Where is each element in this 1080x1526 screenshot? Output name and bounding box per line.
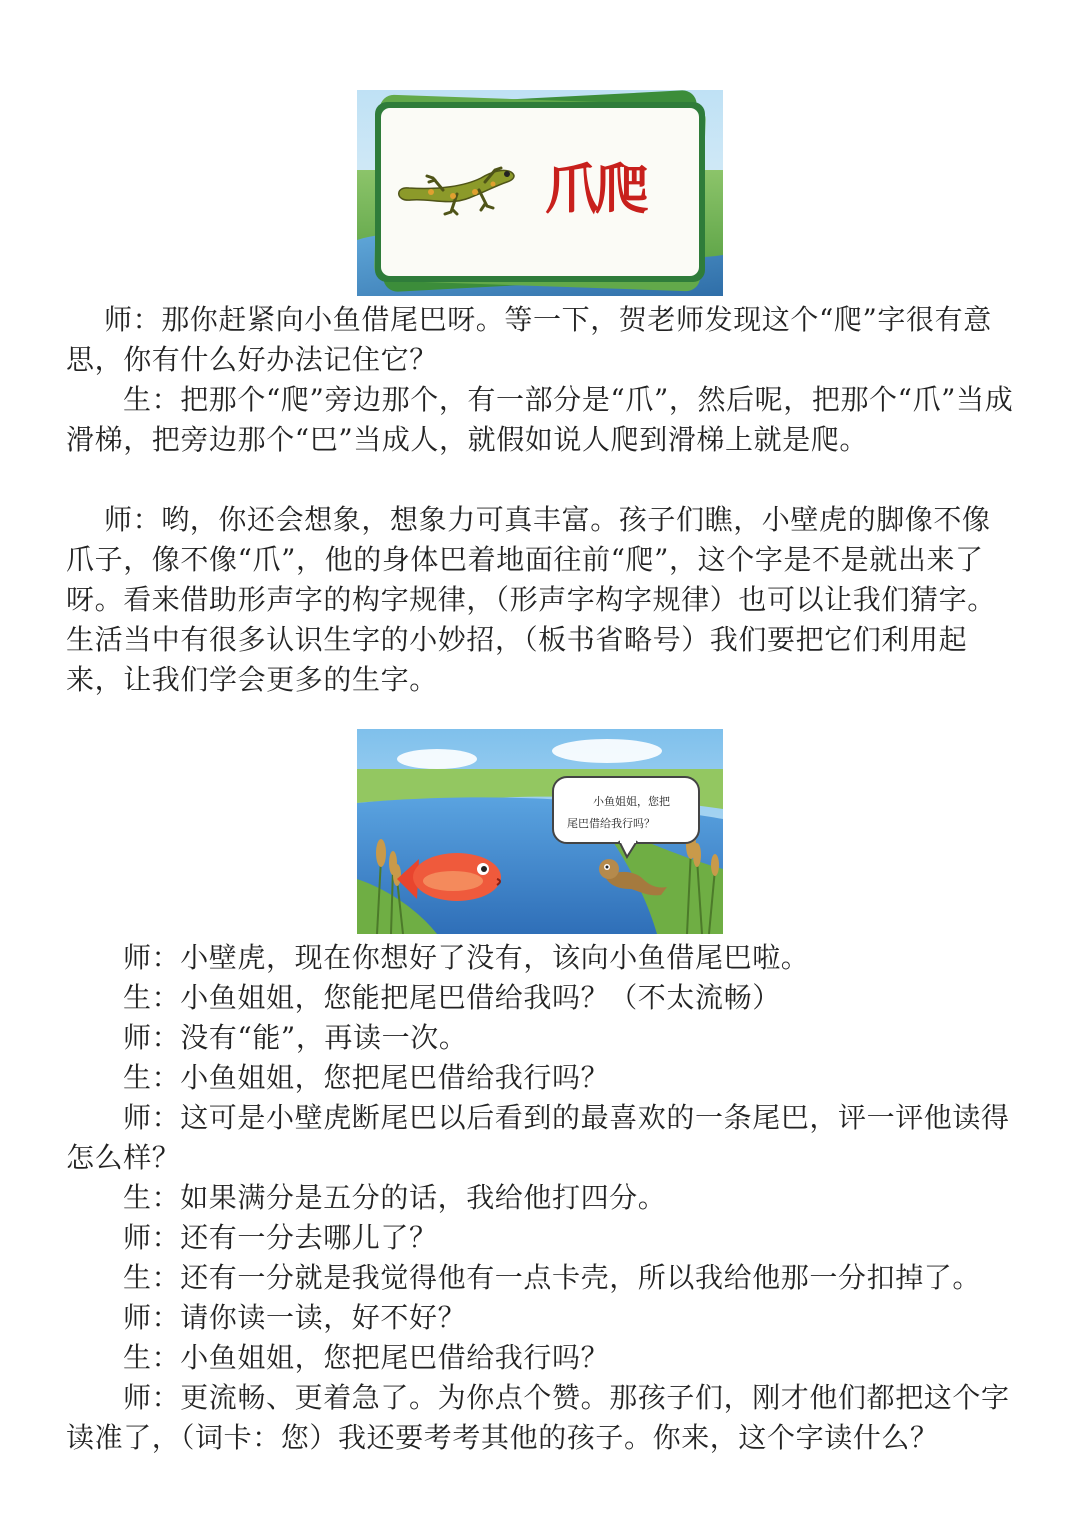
dialogue-line: 师：还有一分去哪儿了？ (123, 1221, 438, 1254)
fish-gecko-illustration (357, 729, 723, 934)
dialogue-line: 师：小壁虎，现在你想好了没有，该向小鱼借尾巴啦。 (123, 941, 810, 974)
paragraph-1: 师：那你赶紧向小鱼借尾巴呀。等一下，贺老师发现这个“爬”字很有意思，你有什么好办法记住它？ (66, 303, 992, 376)
dialogue-line: 师：没有“能”，再读一次。 (123, 1021, 468, 1054)
paragraph-3: 师：哟，你还会想象，想象力可真丰富。孩子们瞧，小壁虎的脚像不像爪子，像不像“爪”，他的身体巴着地面往前“爬”，这个字是不是就出来了呀。看来借助形声字的构字规律，（形声字构字规律）也可以让我们猜字。生活当中有很多认识生字的小妙招，（板书省略号）我们要把它们利用起来，让我们学会更多的生字。 (66, 503, 996, 696)
dialogue-line: 生：小鱼姐姐，您把尾巴借给我行吗？ (123, 1061, 610, 1094)
dialogue-line: 生：还有一分就是我觉得他有一点卡壳，所以我给他那一分扣掉了。 (123, 1261, 982, 1294)
dialogue-line: 生：小鱼姐姐，您能把尾巴借给我吗？（不太流畅） (123, 981, 781, 1014)
dialogue-list (66, 938, 1016, 1458)
speech-line-1: 小鱼姐姐，您把 (593, 795, 670, 808)
paragraph-2: 生：把那个“爬”旁边那个，有一部分是“爪”，然后呢，把那个“爪”当成滑梯，把旁边那个“巴”当成人，就假如说人爬到滑梯上就是爬。 (66, 383, 1014, 456)
dialogue-line: 师：更流畅、更着急了。为你点个赞。那孩子们，刚才他们都把这个字读准了，（词卡：您）我还要考考其他的孩子。你来，这个字读什么？ (66, 1381, 1010, 1454)
dialogue-line: 生：如果满分是五分的话，我给他打四分。 (123, 1181, 667, 1214)
dialogue-line: 师：请你读一读，好不好？ (123, 1301, 467, 1334)
word-card-figure (357, 90, 723, 296)
speech-line-2: 尾巴借给我行吗？ (567, 817, 655, 830)
dialogue-line: 师：这可是小壁虎断尾巴以后看到的最喜欢的一条尾巴，评一评他读得怎么样？ (66, 1101, 1010, 1174)
character-zhua: 爪 (545, 157, 599, 221)
dialogue-line: 生：小鱼姐姐，您把尾巴借给我行吗？ (123, 1341, 610, 1374)
character-pa: 爬 (595, 157, 649, 221)
